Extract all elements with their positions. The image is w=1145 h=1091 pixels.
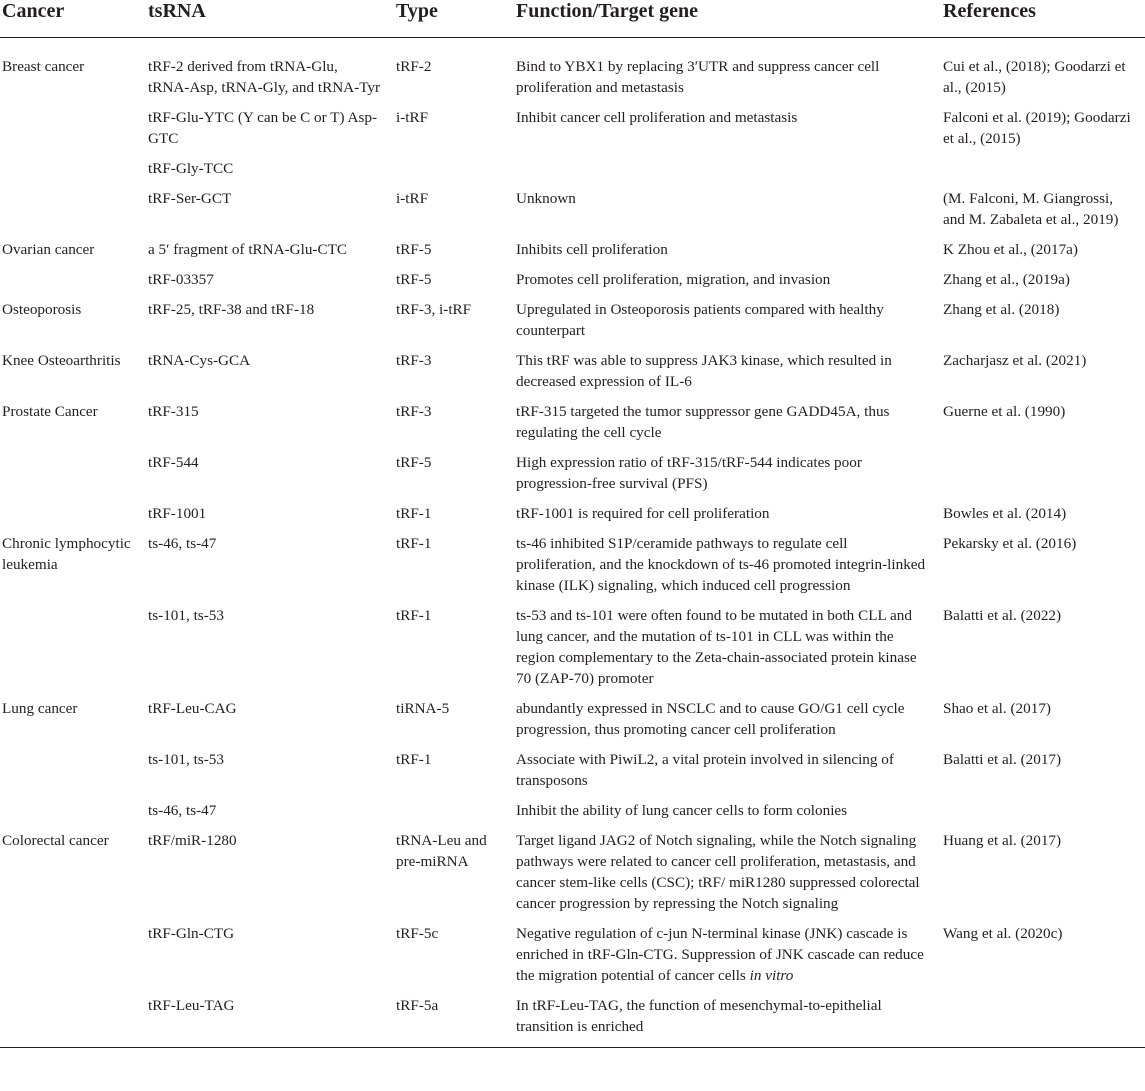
cell-function: Target ligand JAG2 of Notch signaling, while the Notch signaling pathways were related to cancer cell proliferation, metastasis, and cancer stem-like cells (CSC); tRF/ miR1280 suppressed colorectal cancer progression by repressing the Notch signaling <box>516 831 920 912</box>
cell-references <box>941 995 1145 1048</box>
cell-references: Guerne et al. (1990) <box>943 402 1066 420</box>
cell-cancer <box>0 995 146 1048</box>
function-text: Negative regulation of c-jun N-terminal kinase (JNK) cascade is enriched in tRF-Gln-CTG. Suppression of JNK cascade can reduce the migration potential of cancer cells <box>516 924 924 984</box>
table-row <box>0 923 1145 995</box>
cell-cancer: Osteoporosis <box>2 300 82 318</box>
cell-function: Inhibit the ability of lung cancer cells to form colonies <box>516 801 848 819</box>
header-references: References <box>941 0 1145 37</box>
cell-tsrna: ts-46, ts-47 <box>148 801 217 819</box>
cell-type <box>394 800 514 830</box>
cell-type: tRF-1 <box>396 606 432 624</box>
cell-references: Balatti et al. (2022) <box>943 606 1062 624</box>
cell-tsrna: tRF-Glu-YTC (Y can be C or T) Asp-GTC <box>148 108 378 147</box>
table-row <box>0 830 1145 923</box>
cell-cancer <box>0 923 146 995</box>
cell-type: tiRNA-5 <box>396 699 450 717</box>
cell-tsrna: tRF-Leu-TAG <box>146 995 394 1048</box>
cell-tsrna: ts-101, ts-53 <box>148 750 224 768</box>
cell-cancer <box>0 605 146 698</box>
cell-references: Zacharjasz et al. (2021) <box>943 351 1087 369</box>
cell-type: tRF-3 <box>396 351 432 369</box>
cell-tsrna: tRF-03357 <box>148 270 214 288</box>
table-row <box>0 350 1145 401</box>
cell-type <box>394 158 514 188</box>
cell-references: Wang et al. (2020c) <box>943 924 1063 942</box>
cell-references: K Zhou et al., (2017a) <box>943 240 1078 258</box>
cell-references: Shao et al. (2017) <box>943 699 1051 717</box>
cell-tsrna: tRF-1001 <box>148 504 207 522</box>
cell-type: i-tRF <box>396 189 429 207</box>
cell-references <box>941 800 1145 830</box>
cell-function: ts-46 inhibited S1P/ceramide pathways to regulate cell proliferation, and the knockdown of ts-46 promoted integrin-linked kinase (ILK) signaling, which induced cell progression <box>516 534 926 594</box>
table-row <box>0 37 1145 107</box>
cell-tsrna: a 5′ fragment of tRNA-Glu-CTC <box>148 240 348 258</box>
cell-type: tRF-3 <box>396 402 432 420</box>
cell-function: Unknown <box>516 189 576 207</box>
cell-function: abundantly expressed in NSCLC and to cause GO/G1 cell cycle progression, thus promoting cancer cell proliferation <box>516 699 905 738</box>
cell-function: tRF-315 targeted the tumor suppressor gene GADD45A, thus regulating the cell cycle <box>516 402 890 441</box>
cell-function: Promotes cell proliferation, migration, and invasion <box>516 270 831 288</box>
cell-type: tRNA-Leu and pre-miRNA <box>396 831 487 870</box>
cell-cancer <box>0 107 146 158</box>
table-row <box>0 269 1145 299</box>
cell-function: ts-53 and ts-101 were often found to be mutated in both CLL and lung cancer, and the mutation of ts-101 in CLL was within the region complementary to the Zeta-chain-associated protein kinase 70 (ZAP-70) promoter <box>516 606 917 687</box>
cell-tsrna: tRF-2 derived from tRNA-Glu, tRNA-Asp, tRNA-Gly, and tRNA-Tyr <box>148 57 381 96</box>
header-type: Type <box>394 0 514 37</box>
cell-type: tRF-3, i-tRF <box>396 300 472 318</box>
table-row <box>0 401 1145 452</box>
table-row <box>0 503 1145 533</box>
table-row <box>0 533 1145 605</box>
cell-tsrna: tRNA-Cys-GCA <box>148 351 251 369</box>
cell-cancer: Ovarian cancer <box>2 240 95 258</box>
cell-function: High expression ratio of tRF-315/tRF-544 indicates poor progression-free survival (PFS) <box>516 453 862 492</box>
table-row <box>0 188 1145 239</box>
cell-references: (M. Falconi, M. Giangrossi, and M. Zabaleta et al., 2019) <box>943 189 1119 228</box>
cell-cancer: Colorectal cancer <box>2 831 109 849</box>
table-row <box>0 995 1145 1048</box>
cell-references: Cui et al., (2018); Goodarzi et al., (2015) <box>943 57 1126 96</box>
cell-references: Zhang et al., (2019a) <box>943 270 1070 288</box>
table-row <box>0 158 1145 188</box>
cell-tsrna: tRF-Ser-GCT <box>148 189 232 207</box>
table-row <box>0 749 1145 800</box>
table-header-row <box>0 0 1145 37</box>
cell-function <box>514 923 941 995</box>
cell-tsrna: ts-46, ts-47 <box>148 534 217 552</box>
cell-cancer: Lung cancer <box>2 699 78 717</box>
cell-function: This tRF was able to suppress JAK3 kinase, which resulted in decreased expression of IL-6 <box>516 351 892 390</box>
table-row <box>0 605 1145 698</box>
cell-cancer: Knee Osteoarthritis <box>2 351 121 369</box>
cell-references: Pekarsky et al. (2016) <box>943 534 1077 552</box>
cell-type: tRF-5a <box>394 995 514 1048</box>
table-body <box>0 37 1145 1047</box>
table-row <box>0 107 1145 158</box>
cell-cancer <box>0 503 146 533</box>
table-row <box>0 299 1145 350</box>
cell-cancer: Prostate Cancer <box>2 402 98 420</box>
header-cancer: Cancer <box>0 0 146 37</box>
cell-references: Bowles et al. (2014) <box>943 504 1067 522</box>
table-row <box>0 698 1145 749</box>
cell-cancer <box>0 158 146 188</box>
cell-type: tRF-1 <box>396 504 432 522</box>
cell-cancer <box>0 269 146 299</box>
cell-type: tRF-5 <box>396 453 432 471</box>
cell-references: Falconi et al. (2019); Goodarzi et al., (2015) <box>943 108 1131 147</box>
cell-type: tRF-2 <box>396 57 432 75</box>
cell-cancer <box>0 452 146 503</box>
cell-tsrna: tRF-Leu-CAG <box>148 699 237 717</box>
cell-references <box>941 158 1145 188</box>
cell-type: tRF-1 <box>396 750 432 768</box>
cell-tsrna: tRF-544 <box>148 453 199 471</box>
cell-cancer <box>0 188 146 239</box>
cell-cancer <box>0 749 146 800</box>
cell-tsrna: tRF-Gly-TCC <box>148 159 234 177</box>
cell-function: Bind to YBX1 by replacing 3′UTR and suppress cancer cell proliferation and metastasis <box>516 57 880 96</box>
cell-function: In tRF-Leu-TAG, the function of mesenchymal-to-epithelial transition is enriched <box>514 995 941 1048</box>
cell-tsrna: tRF-Gln-CTG <box>148 924 235 942</box>
cell-function: Inhibits cell proliferation <box>516 240 668 258</box>
cell-references: Balatti et al. (2017) <box>943 750 1062 768</box>
cell-function: Associate with PiwiL2, a vital protein involved in silencing of transposons <box>516 750 894 789</box>
header-function: Function/Target gene <box>514 0 941 37</box>
table-row <box>0 452 1145 503</box>
cell-type: i-tRF <box>396 108 429 126</box>
table-row <box>0 239 1145 269</box>
cell-tsrna: tRF-25, tRF-38 and tRF-18 <box>148 300 315 318</box>
cell-type: tRF-5 <box>396 270 432 288</box>
cell-type: tRF-5 <box>396 240 432 258</box>
cell-references: Huang et al. (2017) <box>943 831 1062 849</box>
cell-function <box>514 158 941 188</box>
function-italic-text: in vitro <box>749 966 794 984</box>
cell-cancer: Breast cancer <box>2 57 85 75</box>
cell-tsrna: ts-101, ts-53 <box>148 606 224 624</box>
cell-function: Inhibit cancer cell proliferation and metastasis <box>516 108 798 126</box>
cell-tsrna: tRF/miR-1280 <box>148 831 237 849</box>
cell-type: tRF-5c <box>396 924 439 942</box>
cell-references: Zhang et al. (2018) <box>943 300 1060 318</box>
cell-function: tRF-1001 is required for cell proliferation <box>516 504 770 522</box>
cell-function: Upregulated in Osteoporosis patients compared with healthy counterpart <box>516 300 884 339</box>
cell-tsrna: tRF-315 <box>148 402 199 420</box>
cell-type: tRF-1 <box>396 534 432 552</box>
cell-cancer: Chronic lymphocytic leukemia <box>2 534 131 573</box>
header-tsrna: tsRNA <box>146 0 394 37</box>
table-row <box>0 800 1145 830</box>
cell-cancer <box>0 800 146 830</box>
cell-references <box>941 452 1145 503</box>
